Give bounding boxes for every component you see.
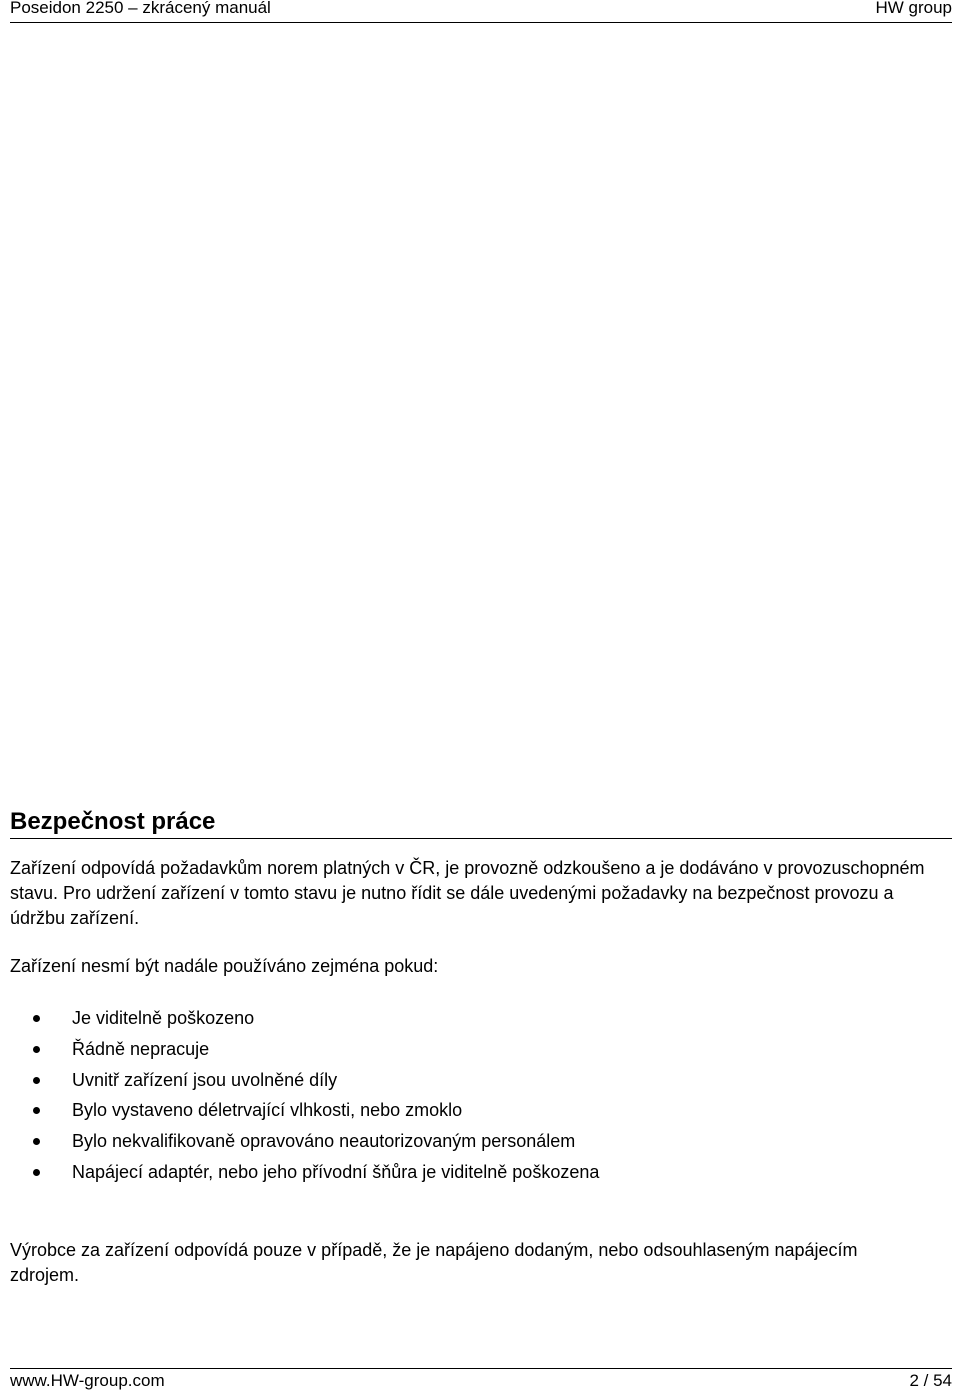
bullet-icon <box>33 1138 40 1145</box>
lead-paragraph: Zařízení nesmí být nadále používáno zejména pokud: <box>10 956 439 976</box>
page-header <box>10 0 952 23</box>
page-number: 2 / 54 <box>909 1371 952 1390</box>
footer-website-link[interactable]: www.HW-group.com <box>10 1371 165 1390</box>
safety-conditions-list <box>0 1006 599 1191</box>
bullet-icon <box>33 1015 40 1022</box>
list-item-text: Napájecí adaptér, nebo jeho přívodní šňůra je viditelně poškozena <box>72 1161 600 1182</box>
list-item-text: Bylo nekvalifikovaně opravováno neautorizovaným personálem <box>72 1131 576 1152</box>
bullet-icon <box>33 1169 40 1176</box>
list-item <box>0 1037 599 1068</box>
list-item <box>0 1068 599 1099</box>
list-item <box>0 1006 599 1037</box>
list-item <box>0 1098 599 1129</box>
list-item <box>0 1160 599 1191</box>
bullet-icon <box>33 1046 40 1053</box>
page-footer <box>10 1368 952 1391</box>
bullet-icon <box>33 1077 40 1084</box>
list-item-text: Je viditelně poškozeno <box>72 1008 255 1028</box>
bullet-icon <box>33 1107 40 1114</box>
document-title: Poseidon 2250 – zkrácený manuál <box>10 0 271 17</box>
power-supply-note: Výrobce za zařízení odpovídá pouze v případě, že je napájeno dodaným, nebo odsouhlaseným napájecím zdrojem. <box>10 1240 858 1285</box>
section-title: Bezpečnost práce <box>10 806 952 839</box>
intro-paragraph: Zařízení odpovídá požadavkům norem platných v ČR, je provozně odzkoušeno a je dodáváno v provozuschopném stavu. Pro udržení zařízení v tomto stavu je nutno řídit se dále uvedenými požadavky na bezpečnost provozu a údržbu zařízení. <box>10 858 925 928</box>
list-item-text: Řádně nepracuje <box>72 1038 210 1059</box>
list-item <box>0 1129 599 1160</box>
list-item-text: Uvnitř zařízení jsou uvolněné díly <box>72 1069 338 1090</box>
list-item-text: Bylo vystaveno déletrvající vlhkosti, nebo zmoklo <box>72 1100 463 1121</box>
company-name: HW group <box>875 0 952 17</box>
